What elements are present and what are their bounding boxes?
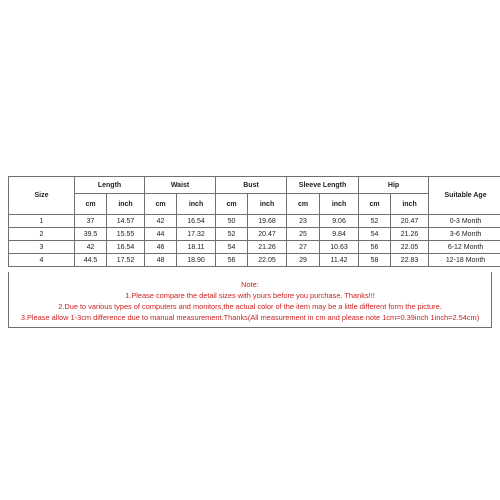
waist-cm-subheader: cm	[145, 194, 177, 215]
bust-column-header: Bust	[216, 177, 287, 194]
bust-cm-subheader: cm	[216, 194, 248, 215]
length-inch-cell: 15.55	[107, 228, 145, 241]
sleeve-inch-cell: 9.06	[320, 215, 359, 228]
waist-inch-cell: 18.11	[177, 241, 216, 254]
length-cm-cell: 42	[75, 241, 107, 254]
sleeve-cm-cell: 25	[287, 228, 320, 241]
hip-cm-cell: 56	[359, 241, 391, 254]
table-row	[9, 215, 500, 228]
bust-cm-cell: 52	[216, 228, 248, 241]
length-cm-cell: 37	[75, 215, 107, 228]
note-line-3: 3.Please allow 1-3cm difference due to manual measurement.Thanks(All measurement in cm and please note 1cm=0.39inch 1inch=2.54cm)	[20, 313, 480, 322]
hip-inch-cell: 20.47	[391, 215, 429, 228]
table-row	[9, 241, 500, 254]
notes-title: Note:	[241, 280, 259, 289]
hip-inch-cell: 22.05	[391, 241, 429, 254]
waist-cm-cell: 42	[145, 215, 177, 228]
bust-cm-cell: 54	[216, 241, 248, 254]
waist-inch-cell: 16.54	[177, 215, 216, 228]
length-cm-cell: 44.5	[75, 254, 107, 267]
bust-inch-cell: 20.47	[248, 228, 287, 241]
length-cm-cell: 39.5	[75, 228, 107, 241]
waist-cm-cell: 46	[145, 241, 177, 254]
age-cell: 3-6 Month	[429, 228, 500, 241]
note-line-2: 2.Due to various types of computers and monitors,the actual color of the item may be a little different form the picture.	[58, 302, 442, 311]
sleeve-inch-cell: 9.84	[320, 228, 359, 241]
note-line-1: 1.Please compare the detail sizes with yours before you purchase. Thanks!!!	[125, 291, 375, 300]
age-cell: 6-12 Month	[429, 241, 500, 254]
hip-cm-cell: 54	[359, 228, 391, 241]
sleeve-cm-cell: 27	[287, 241, 320, 254]
hip-inch-cell: 21.26	[391, 228, 429, 241]
sleeve-length-column-header: Sleeve Length	[287, 177, 359, 194]
length-inch-cell: 17.52	[107, 254, 145, 267]
length-inch-cell: 16.54	[107, 241, 145, 254]
length-column-header: Length	[75, 177, 145, 194]
sleeve-inch-cell: 10.63	[320, 241, 359, 254]
hip-cm-subheader: cm	[359, 194, 391, 215]
sleeve-cm-subheader: cm	[287, 194, 320, 215]
suitable-age-column-header: Suitable Age	[429, 177, 500, 215]
bust-cm-cell: 50	[216, 215, 248, 228]
age-cell: 12-18 Month	[429, 254, 500, 267]
size-cell: 2	[9, 228, 75, 241]
waist-inch-cell: 17.32	[177, 228, 216, 241]
waist-inch-subheader: inch	[177, 194, 216, 215]
length-inch-cell: 14.57	[107, 215, 145, 228]
length-cm-subheader: cm	[75, 194, 107, 215]
bust-inch-cell: 19.68	[248, 215, 287, 228]
sleeve-cm-cell: 29	[287, 254, 320, 267]
table-row	[9, 254, 500, 267]
size-cell: 3	[9, 241, 75, 254]
hip-cm-cell: 52	[359, 215, 391, 228]
hip-inch-cell: 22.83	[391, 254, 429, 267]
sleeve-inch-cell: 11.42	[320, 254, 359, 267]
bust-inch-subheader: inch	[248, 194, 287, 215]
size-chart-table	[8, 176, 500, 267]
notes-box	[8, 272, 492, 328]
waist-inch-cell: 18.90	[177, 254, 216, 267]
hip-column-header: Hip	[359, 177, 429, 194]
hip-cm-cell: 58	[359, 254, 391, 267]
bust-cm-cell: 56	[216, 254, 248, 267]
waist-column-header: Waist	[145, 177, 216, 194]
size-cell: 4	[9, 254, 75, 267]
length-inch-subheader: inch	[107, 194, 145, 215]
size-column-header: Size	[9, 177, 75, 215]
hip-inch-subheader: inch	[391, 194, 429, 215]
size-cell: 1	[9, 215, 75, 228]
sleeve-cm-cell: 23	[287, 215, 320, 228]
waist-cm-cell: 44	[145, 228, 177, 241]
table-row	[9, 228, 500, 241]
bust-inch-cell: 21.26	[248, 241, 287, 254]
sleeve-inch-subheader: inch	[320, 194, 359, 215]
waist-cm-cell: 48	[145, 254, 177, 267]
bust-inch-cell: 22.05	[248, 254, 287, 267]
age-cell: 0-3 Month	[429, 215, 500, 228]
